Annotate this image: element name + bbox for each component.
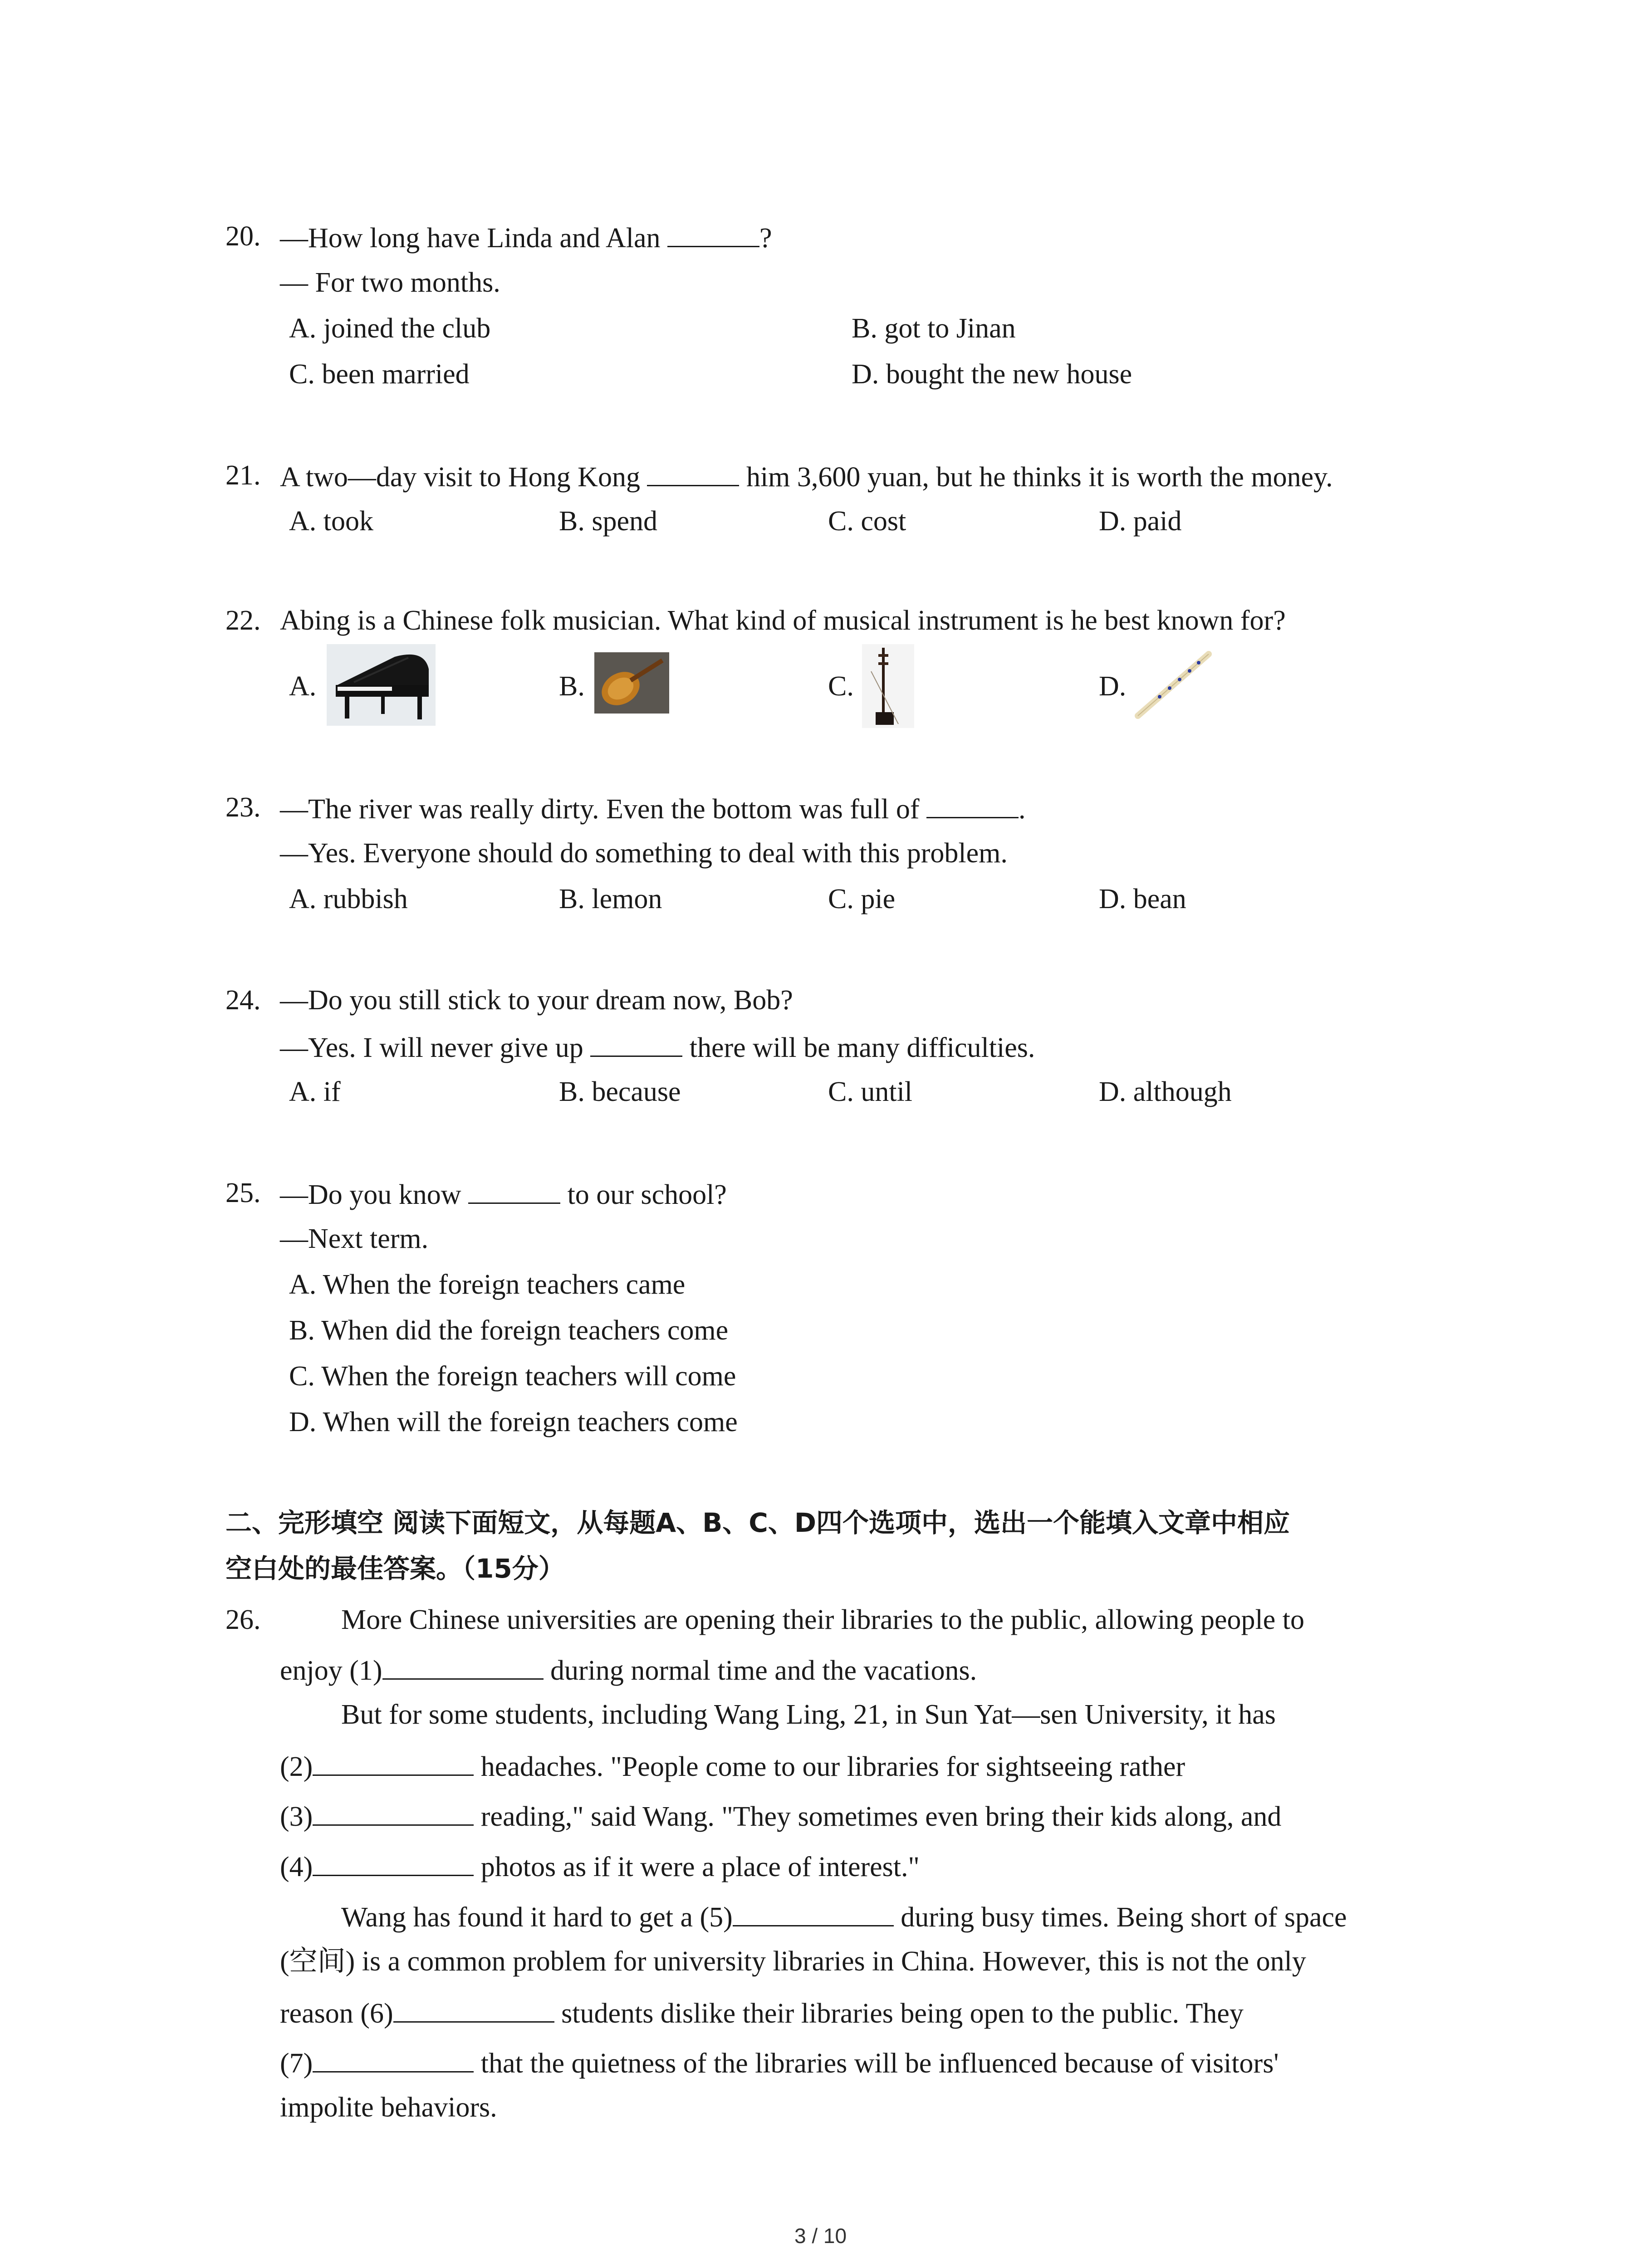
answer-blank: [733, 1901, 894, 1926]
prompt-text: —The river was really dirty. Even the bottom was full of: [280, 794, 927, 825]
passage-text: (3): [280, 1801, 313, 1832]
prompt-text: —Do you know: [280, 1179, 469, 1210]
answer-blank: [590, 1032, 682, 1057]
page-number: 3 / 10: [794, 2224, 847, 2248]
option-c: C. been married: [289, 359, 470, 390]
piano-icon: [327, 644, 436, 726]
passage-line: (空间) is a common problem for university libraries in China. However, this is not the only: [280, 1946, 1306, 1977]
question-number: 25.: [225, 1178, 261, 1208]
passage-text: photos as if it were a place of interest.": [474, 1852, 920, 1882]
passage-text: enjoy (1): [280, 1655, 382, 1686]
question-number: 20.: [225, 221, 261, 252]
question-20-prompt: [280, 222, 772, 252]
passage-text: students dislike their libraries being open to the public. They: [554, 1998, 1244, 2029]
question-20-reply: — For two months.: [280, 267, 500, 298]
option-a: A. took: [289, 506, 373, 537]
question-25-reply: —Next term.: [280, 1223, 429, 1254]
section-heading: 二、完形填空 阅读下面短文，从每题A、B、C、D四个选项中，选出一个能填入文章中相应: [225, 1507, 1290, 1538]
prompt-text: to our school?: [560, 1179, 727, 1210]
option-a: A. When the foreign teachers came: [289, 1269, 686, 1300]
answer-blank: [468, 1179, 560, 1204]
question-number: 21.: [225, 460, 261, 491]
answer-blank: [313, 1851, 474, 1876]
option-c: C. cost: [828, 506, 906, 537]
option-a: A. joined the club: [289, 313, 491, 344]
flute-icon: [1132, 648, 1214, 723]
prompt-text: .: [1019, 794, 1026, 825]
reply-text: —Yes. I will never give up: [280, 1032, 591, 1063]
passage-line: [341, 1901, 1347, 1931]
passage-line: But for some students, including Wang Ling, 21, in Sun Yat—sen University, it has: [341, 1699, 1276, 1730]
option-c: C.: [828, 671, 854, 702]
pipa-icon: [594, 652, 669, 714]
option-d: D. When will the foreign teachers come: [289, 1407, 738, 1437]
reply-text: there will be many difficulties.: [682, 1032, 1035, 1063]
option-b: B. When did the foreign teachers come: [289, 1315, 729, 1346]
question-number: 22.: [225, 605, 261, 636]
question-number: 24.: [225, 985, 261, 1016]
question-number: 26.: [225, 1604, 261, 1635]
option-d: D. although: [1099, 1076, 1232, 1107]
question-21-prompt: [280, 461, 1333, 491]
question-23-reply: —Yes. Everyone should do something to deal with this problem.: [280, 838, 1008, 869]
option-d: D.: [1099, 671, 1127, 702]
question-24-prompt: —Do you still stick to your dream now, Bob?: [280, 985, 793, 1016]
answer-blank: [313, 1751, 474, 1776]
option-d: D. bought the new house: [852, 359, 1132, 390]
option-c: C. pie: [828, 884, 896, 914]
answer-blank: [313, 1801, 474, 1826]
passage-line: [280, 1751, 1185, 1781]
passage-line: [280, 1801, 1281, 1831]
question-number: 23.: [225, 792, 261, 823]
answer-blank: [313, 2048, 474, 2072]
option-a: A. if: [289, 1076, 341, 1107]
passage-text: reading," said Wang. "They sometimes even bring their kids along, and: [474, 1801, 1282, 1832]
passage-line: [280, 1998, 1244, 2028]
answer-blank: [926, 793, 1019, 818]
option-b: B. got to Jinan: [852, 313, 1016, 344]
question-25-prompt: [280, 1179, 727, 1209]
option-a: A.: [289, 671, 317, 702]
passage-line: [280, 2048, 1279, 2077]
passage-line: More Chinese universities are opening their libraries to the public, allowing people to: [341, 1604, 1304, 1635]
passage-line: impolite behaviors.: [280, 2092, 497, 2123]
answer-blank: [393, 1998, 554, 2023]
option-b: B. spend: [559, 506, 657, 537]
prompt-text: A two—day visit to Hong Kong: [280, 462, 647, 493]
passage-text: during normal time and the vacations.: [543, 1655, 977, 1686]
question-24-reply: [280, 1032, 1035, 1062]
option-d: D. paid: [1099, 506, 1182, 537]
option-a: A. rubbish: [289, 884, 408, 914]
passage-line: [280, 1851, 920, 1881]
answer-blank: [667, 222, 759, 247]
passage-text: (7): [280, 2048, 313, 2079]
option-b: B.: [559, 671, 585, 702]
passage-text: during busy times. Being short of space: [893, 1902, 1347, 1933]
prompt-text: —How long have Linda and Alan: [280, 223, 668, 254]
answer-blank: [647, 461, 739, 486]
prompt-text: ?: [759, 223, 772, 254]
option-c: C. When the foreign teachers will come: [289, 1361, 736, 1392]
section-heading-continued: 空白处的最佳答案。（15分）: [225, 1553, 565, 1584]
question-22-prompt: Abing is a Chinese folk musician. What kind of musical instrument is he best known for?: [280, 605, 1286, 636]
passage-text: (4): [280, 1852, 313, 1882]
passage-text: reason (6): [280, 1998, 393, 2029]
answer-blank: [382, 1655, 544, 1680]
passage-text: Wang has found it hard to get a (5): [341, 1902, 733, 1933]
passage-text: (2): [280, 1751, 313, 1782]
passage-text: headaches. "People come to our libraries for sightseeing rather: [474, 1751, 1185, 1782]
prompt-text: him 3,600 yuan, but he thinks it is worth the money.: [739, 462, 1333, 493]
option-d: D. bean: [1099, 884, 1186, 914]
question-23-prompt: [280, 793, 1026, 823]
erhu-icon: [862, 644, 914, 728]
option-b: B. lemon: [559, 884, 662, 914]
option-b: B. because: [559, 1076, 681, 1107]
passage-line: [280, 1655, 977, 1685]
passage-text: that the quietness of the libraries will be influenced because of visitors': [474, 2048, 1279, 2079]
option-c: C. until: [828, 1076, 913, 1107]
